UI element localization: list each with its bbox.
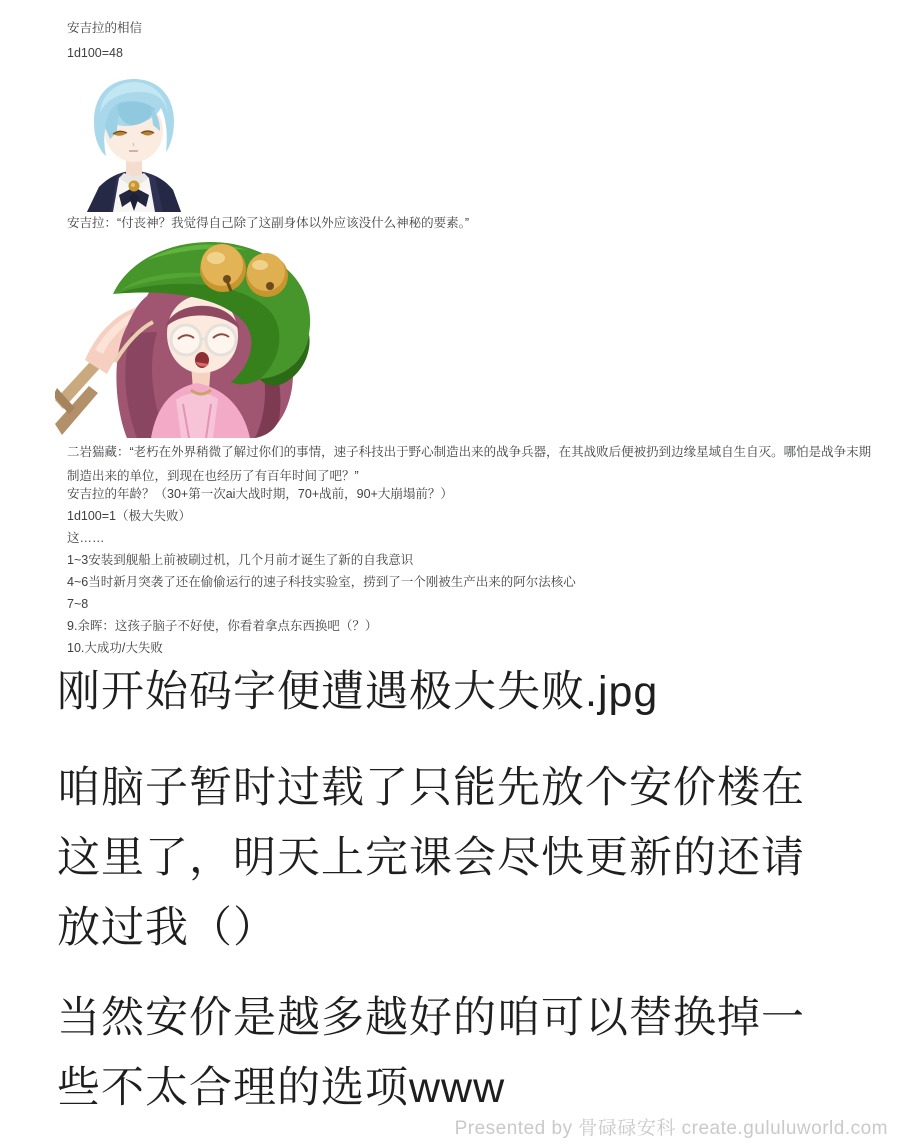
- author-note-1: 刚开始码字便遭遇极大失败.jpg: [57, 668, 659, 716]
- option-4-6: 4~6当时新月突袭了还在偷偷运行的速子科技实验室，捞到了一个刚被生产出来的阿尔法核心: [67, 575, 576, 589]
- blue-hair-character-illustration[interactable]: [67, 75, 201, 212]
- angela-dialogue: 安吉拉：“付丧神？我觉得自己除了这副身体以外应该没什么神秘的要素。”: [67, 216, 470, 230]
- mamizou-dialogue: 二岩猯藏：“老朽在外界稍微了解过你们的事情，速子科技出于野心制造出来的战争兵器，在其战败后便被扔到边缘星域自生自灭。哪怕是战争末期制造出来的单位，到现在也经历了有百年时间了吧？”: [67, 445, 872, 483]
- option-10: 10.大成功/大失败: [67, 641, 163, 655]
- roll-result: 1d100=48: [67, 46, 123, 60]
- blue-hair-character-art: [67, 75, 201, 212]
- reaction-line: 这……: [67, 531, 105, 545]
- option-1-3: 1~3安装到舰船上前被刷过机，几个月前才诞生了新的自我意识: [67, 553, 414, 567]
- age-roll-result: 1d100=1（极大失败）: [67, 509, 192, 523]
- green-hat-character-illustration[interactable]: [55, 238, 320, 438]
- age-question: 安吉拉的年龄？（30+第一次ai大战时期，70+战前，90+大崩塌前？）: [67, 487, 453, 501]
- roll-title: 安吉拉的相信: [67, 21, 143, 35]
- site-watermark: Presented by 骨碌碌安科 create.gululuworld.com: [454, 1118, 888, 1139]
- author-note-3: 当然安价是越多越好的咱可以替换掉一些不太合理的选项www: [57, 994, 805, 1112]
- option-7-8: 7~8: [67, 597, 89, 611]
- author-note-2: 咱脑子暂时过载了只能先放个安价楼在这里了，明天上完课会尽快更新的还请放过我（）: [57, 764, 805, 952]
- option-9: 9.余晖：这孩子脑子不好使，你看着拿点东西换吧（？）: [67, 619, 378, 633]
- green-hat-character-art: [55, 238, 320, 438]
